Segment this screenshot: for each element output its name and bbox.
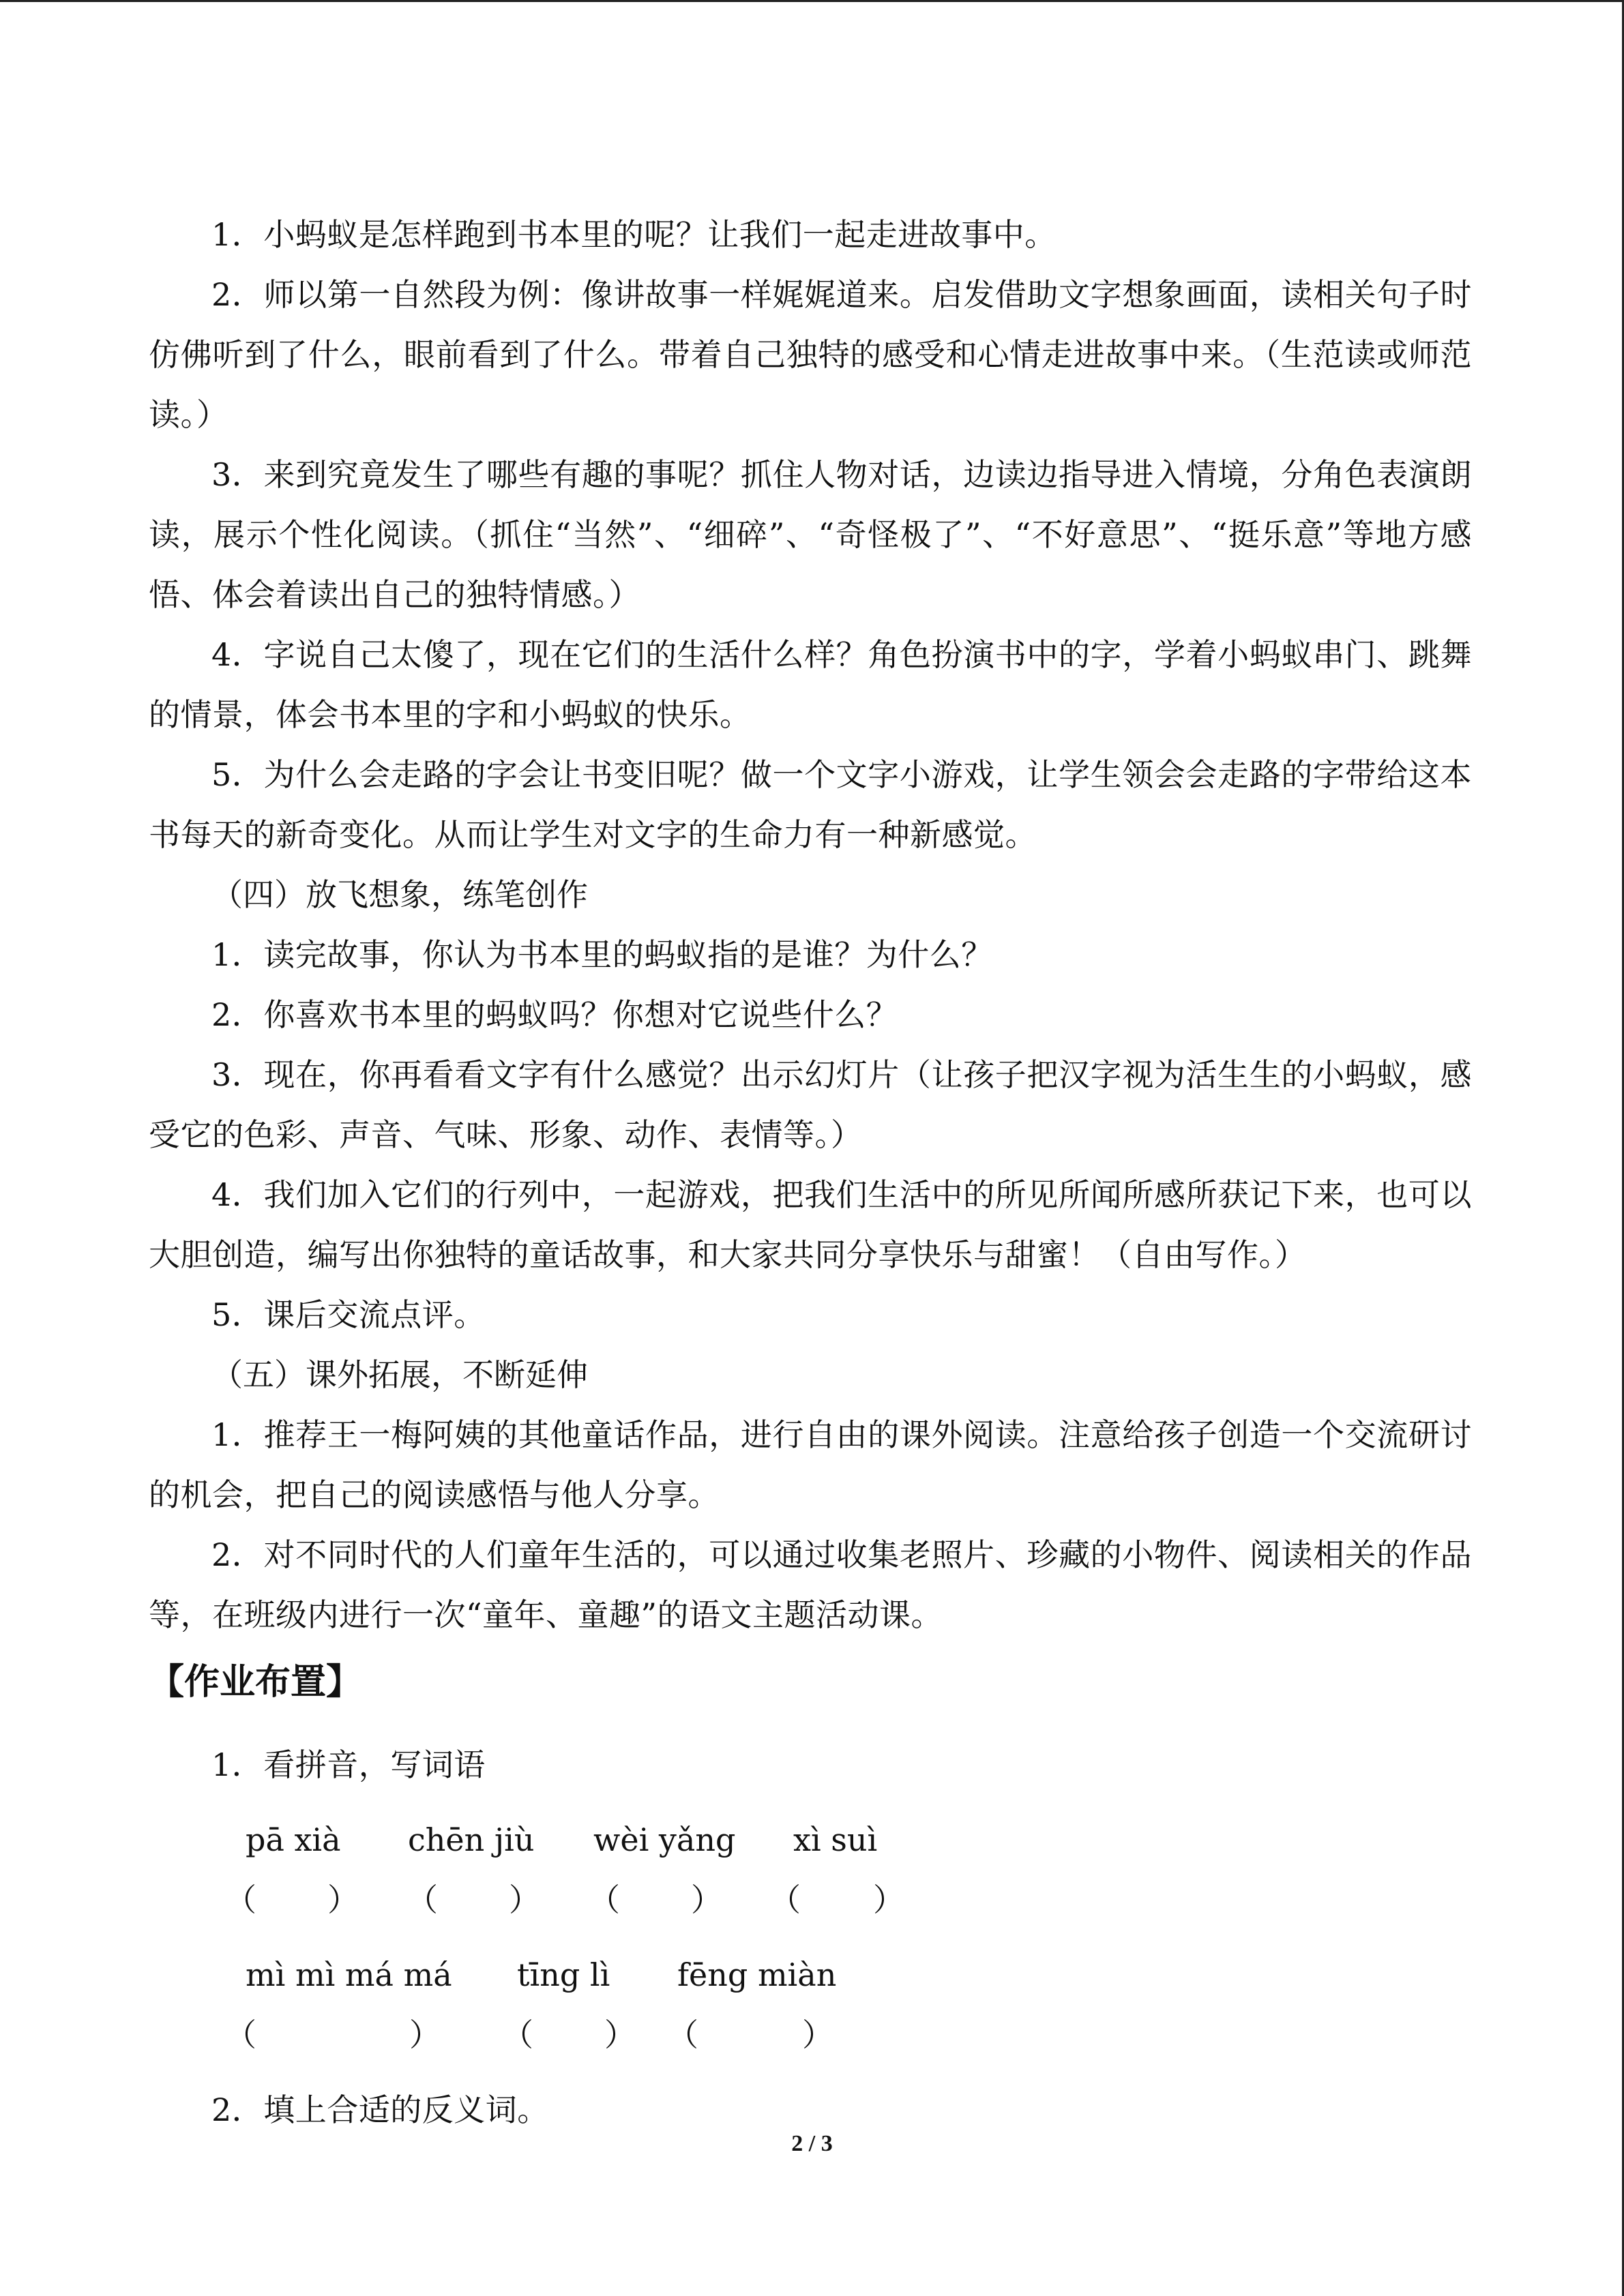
subsection-heading: （五）课外拓展，不断延伸 — [211, 1356, 588, 1393]
answer-blank-row — [149, 2005, 1472, 2065]
paragraph: 3．现在，你再看看文字有什么感觉？出示幻灯片（让孩子把汉字视为活生生的小蚂蚁，感受它的色彩、声音、气味、形象、动作、表情等。） — [149, 1056, 1472, 1153]
pinyin-word: xì suì — [793, 1821, 878, 1858]
blank-close-paren: ） — [327, 1881, 359, 1918]
pinyin-word: pā xià — [246, 1821, 341, 1858]
blank-open-paren: （ — [407, 1881, 438, 1918]
pinyin-row — [149, 1810, 1472, 1870]
paragraph: 1．推荐王一梅阿姨的其他童话作品，进行自由的课外阅读。注意给孩子创造一个交流研讨的机会，把自己的阅读感悟与他人分享。 — [149, 1416, 1472, 1513]
paragraph: 2．对不同时代的人们童年生活的，可以通过收集老照片、珍藏的小物件、阅读相关的作品等，在班级内进行一次“童年、童趣”的语文主题活动课。 — [149, 1536, 1472, 1633]
blank-open-paren: （ — [769, 1881, 801, 1918]
pinyin-word: chēn jiù — [408, 1821, 535, 1858]
blank-open-paren: （ — [667, 2016, 698, 2053]
answer-blank-row — [149, 1870, 1472, 1930]
paragraph: 1．读完故事，你认为书本里的蚂蚁指的是谁？为什么？ — [211, 936, 993, 973]
pinyin-word: fēng miàn — [677, 1956, 837, 1993]
blank-close-paren: ） — [604, 2016, 636, 2053]
paragraph: 5．为什么会走路的字会让书变旧呢？做一个文字小游戏，让学生领会会走路的字带给这本书每天的新奇变化。从而让学生对文字的生命力有一种新感觉。 — [149, 756, 1472, 853]
paragraph: 4．字说自己太傻了，现在它们的生活什么样？角色扮演书中的字，学着小蚂蚁串门、跳舞的情景，体会书本里的字和小蚂蚁的快乐。 — [149, 636, 1472, 733]
paragraph: 1．小蚂蚁是怎样跑到书本里的呢？让我们一起走进故事中。 — [211, 216, 1057, 253]
paragraph: 4．我们加入它们的行列中，一起游戏，把我们生活中的所见所闻所感所获记下来，也可以大胆创造，编写出你独特的童话故事，和大家共同分享快乐与甜蜜！（自由写作。） — [149, 1176, 1472, 1273]
page-top-border — [0, 0, 1624, 2]
page-number: 2 / 3 — [791, 2131, 833, 2156]
subsection-heading: （四）放飞想象，练笔创作 — [211, 876, 588, 913]
blank-open-paren: （ — [225, 1881, 256, 1918]
paragraph: 5．课后交流点评。 — [211, 1296, 486, 1333]
blank-open-paren: （ — [225, 2016, 256, 2053]
pinyin-word: wèi yǎng — [593, 1821, 736, 1858]
paragraph: 2．你喜欢书本里的蚂蚁吗？你想对它说些什么？ — [211, 996, 898, 1033]
blank-close-paren: ） — [873, 1881, 904, 1918]
blank-close-paren: ） — [409, 2016, 441, 2053]
homework-heading: 【作业布置】 — [149, 1662, 362, 1703]
blank-close-paren: ） — [509, 1881, 540, 1918]
exercise-title: 1．看拼音，写词语 — [211, 1746, 486, 1783]
pinyin-word: mì mì má má — [246, 1956, 452, 1993]
exercise-title: 2．填上合适的反义词。 — [211, 2091, 549, 2128]
document-body — [149, 205, 1472, 2140]
pinyin-word: tīng lì — [517, 1956, 610, 1993]
pinyin-row — [149, 1945, 1472, 2005]
blank-open-paren: （ — [589, 1881, 620, 1918]
paragraph: 3．来到究竟发生了哪些有趣的事呢？抓住人物对话，边读边指导进入情境，分角色表演朗读，展示个性化阅读。（抓住“当然”、“细碎”、“奇怪极了”、“不好意思”、“挺乐意”等地方感悟、体会着读出自己的独特情感。） — [149, 456, 1472, 613]
blank-open-paren: （ — [502, 2016, 533, 2053]
paragraph: 2．师以第一自然段为例：像讲故事一样娓娓道来。启发借助文字想象画面，读相关句子时仿佛听到了什么，眼前看到了什么。带着自己独特的感受和心情走进故事中来。（生范读或师范读。） — [149, 276, 1472, 433]
blank-close-paren: ） — [691, 1881, 722, 1918]
blank-close-paren: ） — [802, 2016, 833, 2053]
